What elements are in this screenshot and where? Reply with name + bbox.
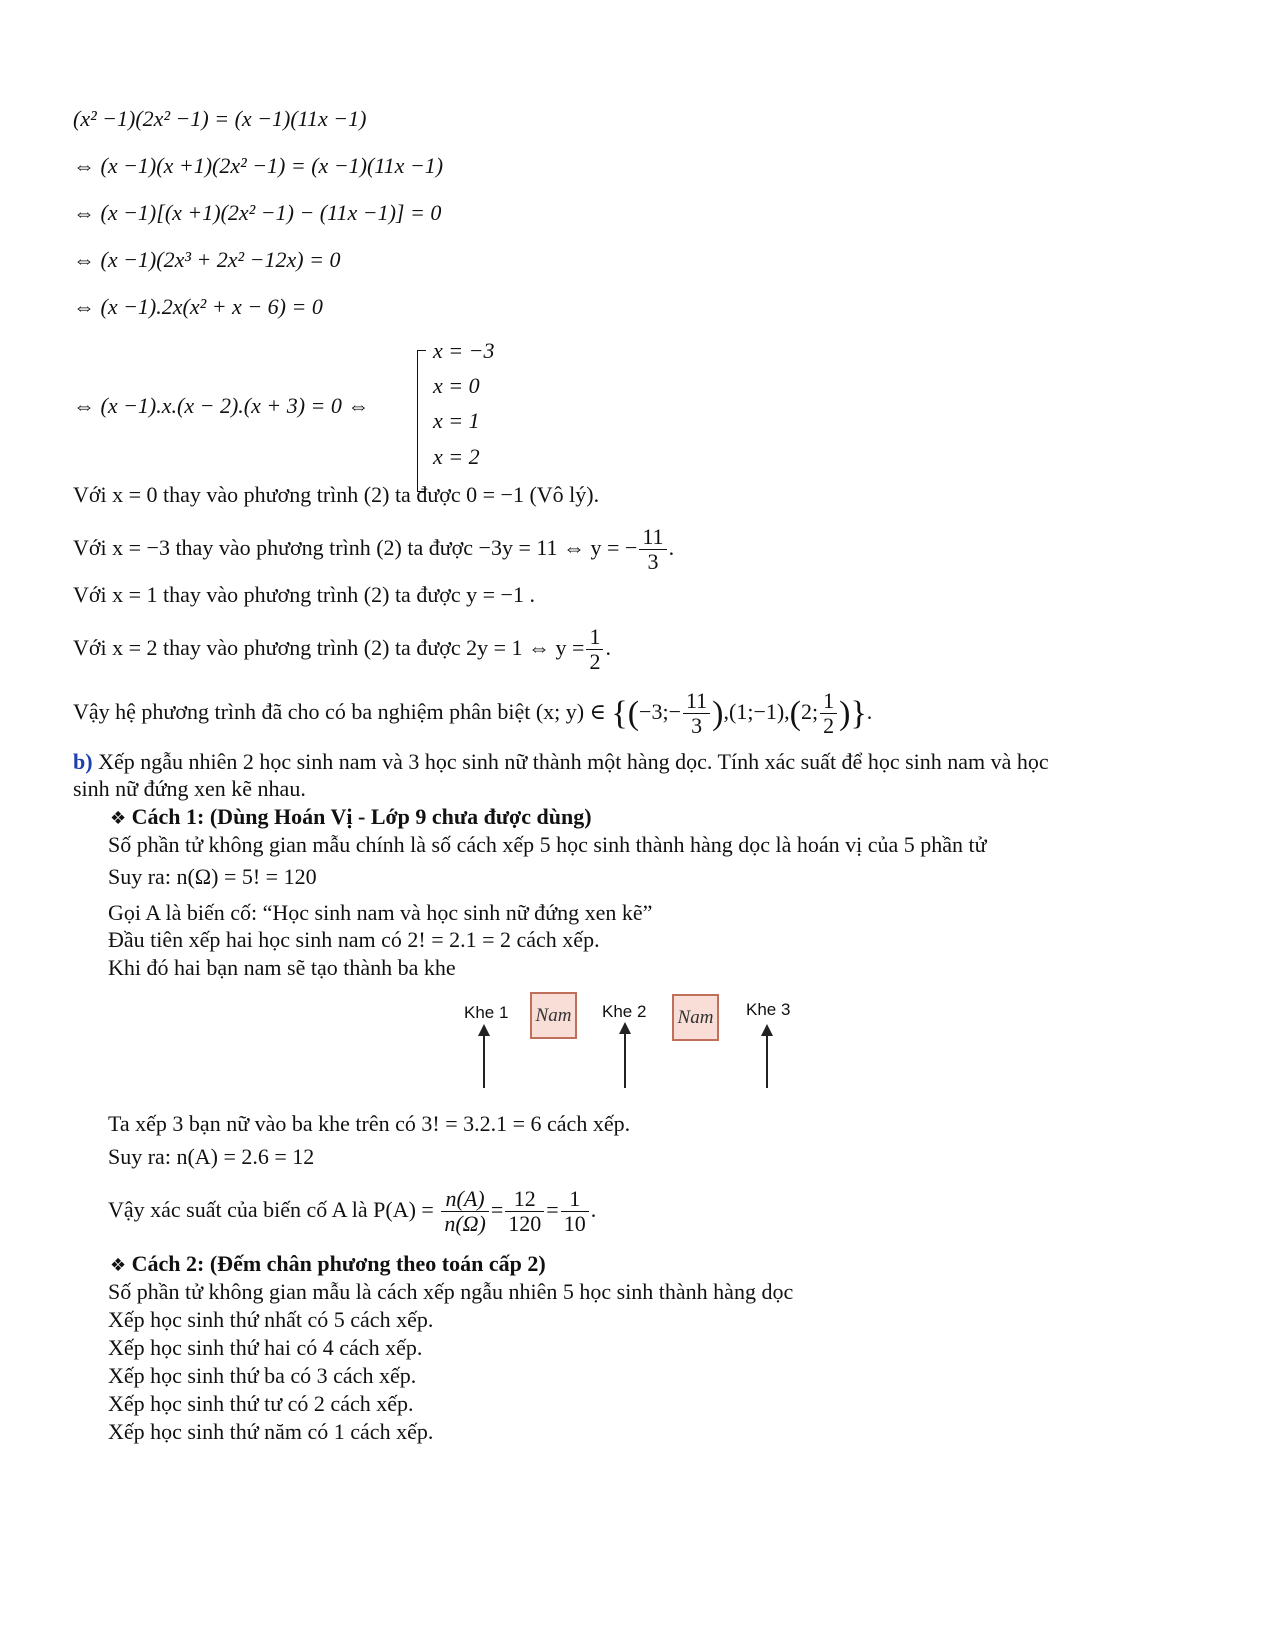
- method-1-para: Số phần tử không gian mẫu chính là số cách xếp 5 học sinh thành hàng dọc là hoán vị của 5 phần tử: [108, 832, 987, 857]
- method-1-para: Đầu tiên xếp hai học sinh nam có 2! = 2.1 = 2 cách xếp.: [108, 927, 600, 952]
- arrow-up-icon: [624, 1032, 626, 1088]
- equation-line-5: ⇔ (x −1).2x(x² + x − 6) = 0: [73, 294, 323, 319]
- probability-text: Vậy xác suất của biến cố A là P(A) =: [108, 1197, 434, 1222]
- case-item: x = −3: [433, 338, 495, 363]
- method-1-para: Suy ra: n(A) = 2.6 = 12: [108, 1144, 315, 1169]
- probability-line: Vậy xác suất của biến cố A là P(A) = $\frac{n(A)}{n(\Omega)}$ = $\frac{12}{120}$ = $\frac{1}{10}$ .: [108, 1186, 597, 1237]
- conclusion-text: Vậy hệ phương trình đã cho có ba nghiệm phân biệt (x; y) ∈: [73, 699, 606, 724]
- method-2-para: Xếp học sinh thứ nhất có 5 cách xếp.: [108, 1307, 434, 1332]
- method-1-para: Gọi A là biến cố: “Học sinh nam và học sinh nữ đứng xen kẽ”: [108, 900, 653, 925]
- khe-1-label: Khe 1: [464, 1003, 509, 1022]
- khe-2-label: Khe 2: [602, 1002, 647, 1021]
- method-2-title: Cách 2: (Đếm chân phương theo toán cấp 2): [131, 1251, 546, 1276]
- nam-box: Nam: [672, 994, 719, 1041]
- part-b-line-2: sinh nữ đứng xen kẽ nhau.: [73, 776, 306, 801]
- method-1-title: Cách 1: (Dùng Hoán Vị - Lớp 9 chưa được dùng): [131, 804, 592, 829]
- conclusion-line: Vậy hệ phương trình đã cho có ba nghiệm phân biệt (x; y) ∈ {(−3;− $\frac{11}{3}$ ),(1;−1),(2; $\frac{1}{2}$ )}.: [73, 688, 873, 739]
- khe-3-label: Khe 3: [746, 1000, 791, 1019]
- fraction: $\frac{12}{120}$: [505, 1187, 544, 1236]
- equation-line-2: ⇔ (x −1)(x +1)(2x² −1) = (x −1)(11x −1): [73, 153, 444, 178]
- equation-line-6: ⇔ (x −1).x.(x − 2).(x + 3) = 0 ⇔: [73, 393, 370, 418]
- method-2-para: Xếp học sinh thứ tư có 2 cách xếp.: [108, 1391, 414, 1416]
- fraction: $\frac{n(A)}{n(\Omega)}$: [441, 1187, 489, 1236]
- method-1-heading: [110, 804, 592, 832]
- fraction: $\frac{1}{2}$: [820, 689, 837, 738]
- method-2-para: Số phần tử không gian mẫu là cách xếp ngẫu nhiên 5 học sinh thành hàng dọc: [108, 1279, 794, 1304]
- case-item: x = 1: [433, 408, 480, 433]
- part-b-line-1: Xếp ngẫu nhiên 2 học sinh nam và 3 học sinh nữ thành một hàng dọc. Tính xác suất để học sinh nam và học: [92, 749, 1049, 774]
- method-1-para: Suy ra: n(Ω) = 5! = 120: [108, 864, 317, 889]
- substitution-line-4: Với x = 2 thay vào phương trình (2) ta được 2y = 1 ⇔ y = $\frac{1}{2}$ .: [73, 624, 611, 675]
- method-2-heading: [110, 1251, 546, 1279]
- fraction: $\frac{1}{2}$: [586, 625, 603, 674]
- fraction: $\frac{11}{3}$: [639, 525, 666, 574]
- case-bracket: [417, 350, 426, 492]
- method-1-para: Ta xếp 3 bạn nữ vào ba khe trên có 3! = 3.2.1 = 6 cách xếp.: [108, 1111, 631, 1136]
- method-2-para: Xếp học sinh thứ hai có 4 cách xếp.: [108, 1335, 423, 1360]
- nam-box: Nam: [530, 992, 577, 1039]
- case-item: x = 0: [433, 373, 480, 398]
- part-b-question: [73, 749, 1049, 775]
- fraction: $\frac{11}{3}$: [683, 689, 710, 738]
- equation-line-1: (x² −1)(2x² −1) = (x −1)(11x −1): [73, 106, 367, 131]
- case-item: x = 2: [433, 444, 480, 469]
- substitution-line-2: Với x = −3 thay vào phương trình (2) ta được −3y = 11 ⇔ y = − $\frac{11}{3}$ .: [73, 524, 675, 575]
- substitution-text: Với x = −3 thay vào phương trình (2) ta được −3y = 11 ⇔ y = −: [73, 535, 638, 560]
- equation-line-3: ⇔ (x −1)[(x +1)(2x² −1) − (11x −1)] = 0: [73, 200, 442, 225]
- arrow-up-icon: [766, 1034, 768, 1088]
- bullet-diamond-icon: ❖: [110, 1255, 127, 1276]
- fraction: $\frac{1}{10}$: [561, 1187, 589, 1236]
- method-2-para: Xếp học sinh thứ năm có 1 cách xếp.: [108, 1419, 434, 1444]
- method-2-para: Xếp học sinh thứ ba có 3 cách xếp.: [108, 1363, 417, 1388]
- part-b-label: b): [73, 749, 93, 774]
- bullet-diamond-icon: ❖: [110, 808, 127, 829]
- substitution-text: Với x = 2 thay vào phương trình (2) ta được 2y = 1 ⇔ y =: [73, 635, 585, 660]
- arrow-up-icon: [483, 1034, 485, 1088]
- substitution-line-3: Với x = 1 thay vào phương trình (2) ta được y = −1 .: [73, 582, 535, 607]
- equation-line-4: ⇔ (x −1)(2x³ + 2x² −12x) = 0: [73, 247, 341, 272]
- substitution-line-1: Với x = 0 thay vào phương trình (2) ta được 0 = −1 (Vô lý).: [73, 482, 600, 507]
- method-1-para: Khi đó hai bạn nam sẽ tạo thành ba khe: [108, 955, 456, 980]
